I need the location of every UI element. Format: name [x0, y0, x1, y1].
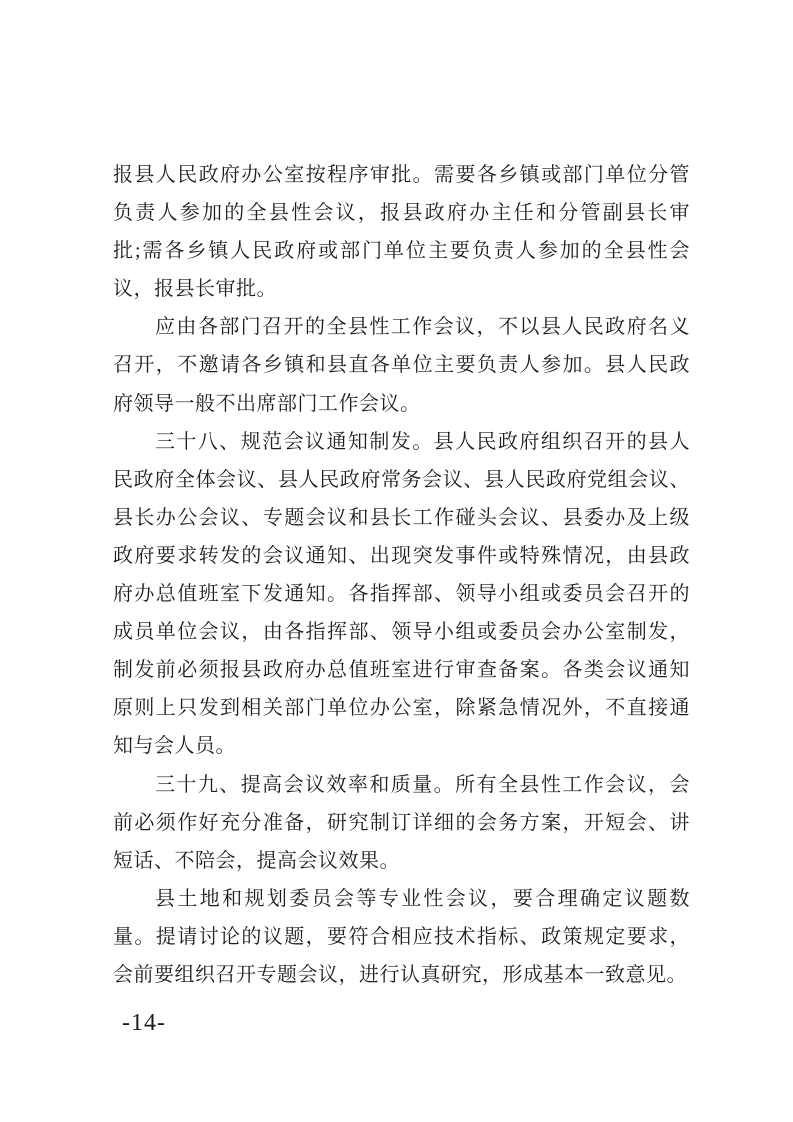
- text-line: 民政府全体会议、县人民政府常务会议、县人民政府党组会议、: [113, 468, 690, 491]
- text-line: 短话、不陪会，提高会议效果。: [113, 849, 400, 872]
- text-line: 制发前必须报县政府办总值班室进行审查备案。各类会议通知: [113, 659, 690, 682]
- text-line: 负责人参加的全县性会议，报县政府办主任和分管副县长审: [113, 202, 690, 225]
- page-number: -14-: [122, 1010, 166, 1036]
- text-line: 府办总值班室下发通知。各指挥部、领导小组或委员会召开的: [113, 583, 690, 606]
- text-line: 三十八、规范会议通知制发。县人民政府组织召开的县人: [155, 430, 690, 453]
- text-line: 原则上只发到相关部门单位办公室，除紧急情况外，不直接通: [113, 697, 690, 720]
- text-line: 县土地和规划委员会等专业性会议，要合理确定议题数: [155, 887, 690, 910]
- paragraph: [113, 880, 690, 994]
- paragraph: [113, 423, 690, 766]
- text-line: 量。提请讨论的议题，要符合相应技术指标、政策规定要求，: [113, 925, 690, 948]
- text-line: 政府要求转发的会议通知、出现突发事件或特殊情况，由县政: [113, 544, 690, 567]
- paragraph: [113, 766, 690, 880]
- document-body: [113, 156, 690, 994]
- text-line: 应由各部门召开的全县性工作会议，不以县人民政府名义: [155, 316, 690, 339]
- text-line: 府领导一般不出席部门工作会议。: [113, 392, 421, 415]
- text-line: 议，报县长审批。: [113, 278, 277, 301]
- text-line: 三十九、提高会议效率和质量。所有全县性工作会议，会: [155, 773, 690, 796]
- paragraph: [113, 156, 690, 308]
- text-line: 县长办公会议、专题会议和县长工作碰头会议、县委办及上级: [113, 506, 690, 529]
- text-line: 批;需各乡镇人民政府或部门单位主要负责人参加的全县性会: [113, 240, 690, 263]
- text-line: 召开，不邀请各乡镇和县直各单位主要负责人参加。县人民政: [113, 354, 690, 377]
- text-line: 前必须作好充分准备，研究制订详细的会务方案，开短会、讲: [113, 811, 690, 834]
- text-line: 报县人民政府办公室按程序审批。需要各乡镇或部门单位分管: [113, 164, 690, 186]
- text-line: 成员单位会议，由各指挥部、领导小组或委员会办公室制发，: [113, 621, 690, 644]
- text-line: 会前要组织召开专题会议，进行认真研究，形成基本一致意见。: [113, 963, 687, 986]
- text-line: 知与会人员。: [113, 735, 236, 758]
- paragraph: [113, 308, 690, 422]
